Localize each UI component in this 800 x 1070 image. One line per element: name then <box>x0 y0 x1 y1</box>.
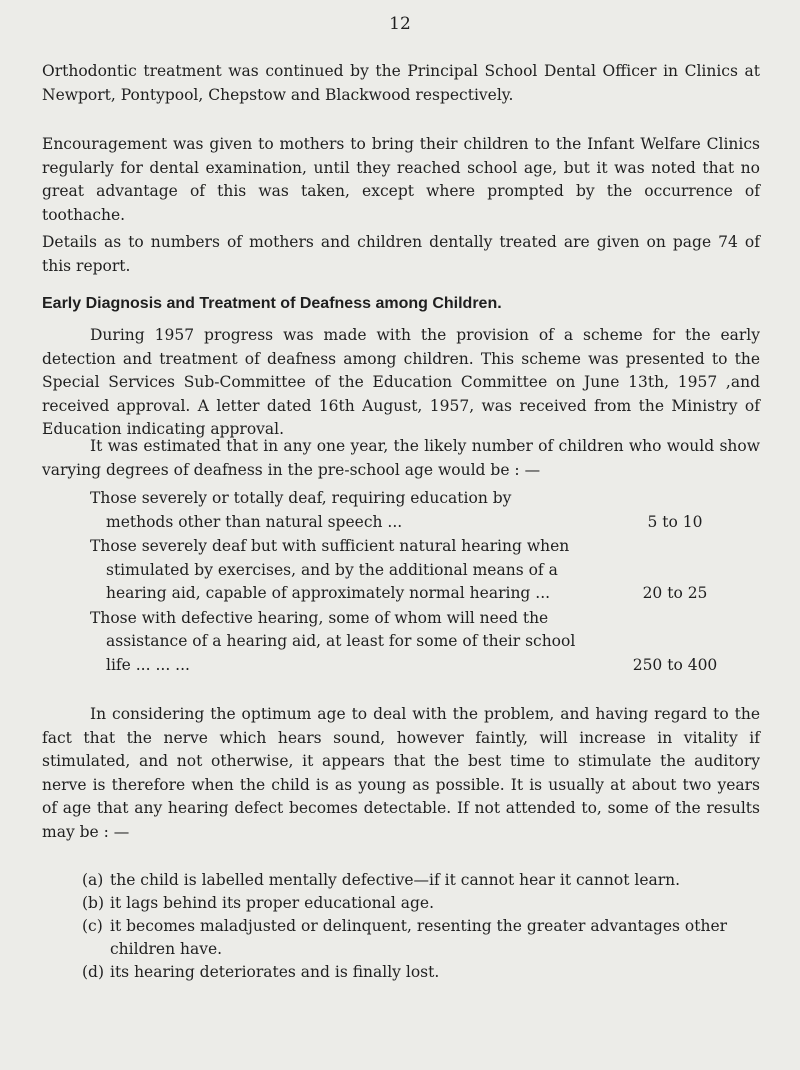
list-item-text: the child is labelled mentally defective—if it cannot hear it cannot learn. <box>110 871 681 889</box>
page-number: 12 <box>389 14 411 34</box>
table-row-label: Those severely deaf but with sufficient natural hearing when stimulated by exercises, and by the additional means of a hearing aid, capable of approximately normal hearing ... <box>90 537 570 602</box>
list-marker: (c) <box>82 917 103 935</box>
paragraph-estimate: It was estimated that in any one year, the likely number of children who would show varying degrees of deafness in the pre-school age would be : — <box>42 437 760 479</box>
table-row <box>90 535 750 606</box>
results-list <box>82 869 762 984</box>
table-row-label: Those severely or totally deaf, requiring education by methods other than natural speech ... <box>90 489 512 531</box>
list-item <box>82 961 762 984</box>
list-item-text: it lags behind its proper educational age. <box>110 894 435 912</box>
table-row-value: 5 to 10 <box>647 512 703 531</box>
list-item-text: it becomes maladjusted or delinquent, resenting the greater advantages other children have. <box>110 917 728 958</box>
table-row-value: 20 to 25 <box>642 584 708 602</box>
list-item-text: its hearing deteriorates and is finally lost. <box>110 963 440 981</box>
list-marker: (d) <box>82 963 105 981</box>
paragraph-encouragement: Encouragement was given to mothers to bring their children to the Infant Welfare Clinics regularly for dental examination, until they reached school age, but it was noted that no great advantage of this was taken, except where prompted by the occurrence of toothache. <box>42 135 760 224</box>
paragraph-dental: Orthodontic treatment was continued by the Principal School Dental Officer in Clinics at Newport, Pontypool, Chepstow and Blackwood respectively. <box>42 62 760 104</box>
paragraph-intro: During 1957 progress was made with the provision of a scheme for the early detection and treatment of deafness among children. This scheme was presented to the Special Services Sub-Committee of the Education Committee on June 13th, 1957 ,and received approval. A letter dated 16th August, 1957, was received from the Ministry of Education indicating approval. <box>42 326 760 438</box>
table-row <box>90 607 750 678</box>
table-row-label: Those with defective hearing, some of whom will need the assistance of a hearing aid, at least for some of their school life ... ... ... <box>90 608 576 674</box>
list-item <box>82 915 762 961</box>
list-marker: (b) <box>82 894 105 912</box>
paragraph-details: Details as to numbers of mothers and children dentally treated are given on page 74 of this report. <box>42 233 760 275</box>
table-row <box>90 487 750 534</box>
paragraph-considering: In considering the optimum age to deal with the problem, and having regard to the fact that the nerve which hears sound, however faintly, will increase in vitality if stimulated, and not otherwise, it appears that the best time to stimulate the auditory nerve is therefore when the child is as young as possible. It is usually at about two years of age that any hearing defect becomes detectable. If not attended to, some of the results may be : — <box>42 705 760 841</box>
list-item <box>82 892 762 915</box>
table-row-value: 250 to 400 <box>632 655 718 674</box>
deafness-estimate-table <box>90 487 750 678</box>
section-heading: Early Diagnosis and Treatment of Deafness among Children. <box>42 295 502 312</box>
list-item <box>82 869 762 892</box>
list-marker: (a) <box>82 871 104 889</box>
